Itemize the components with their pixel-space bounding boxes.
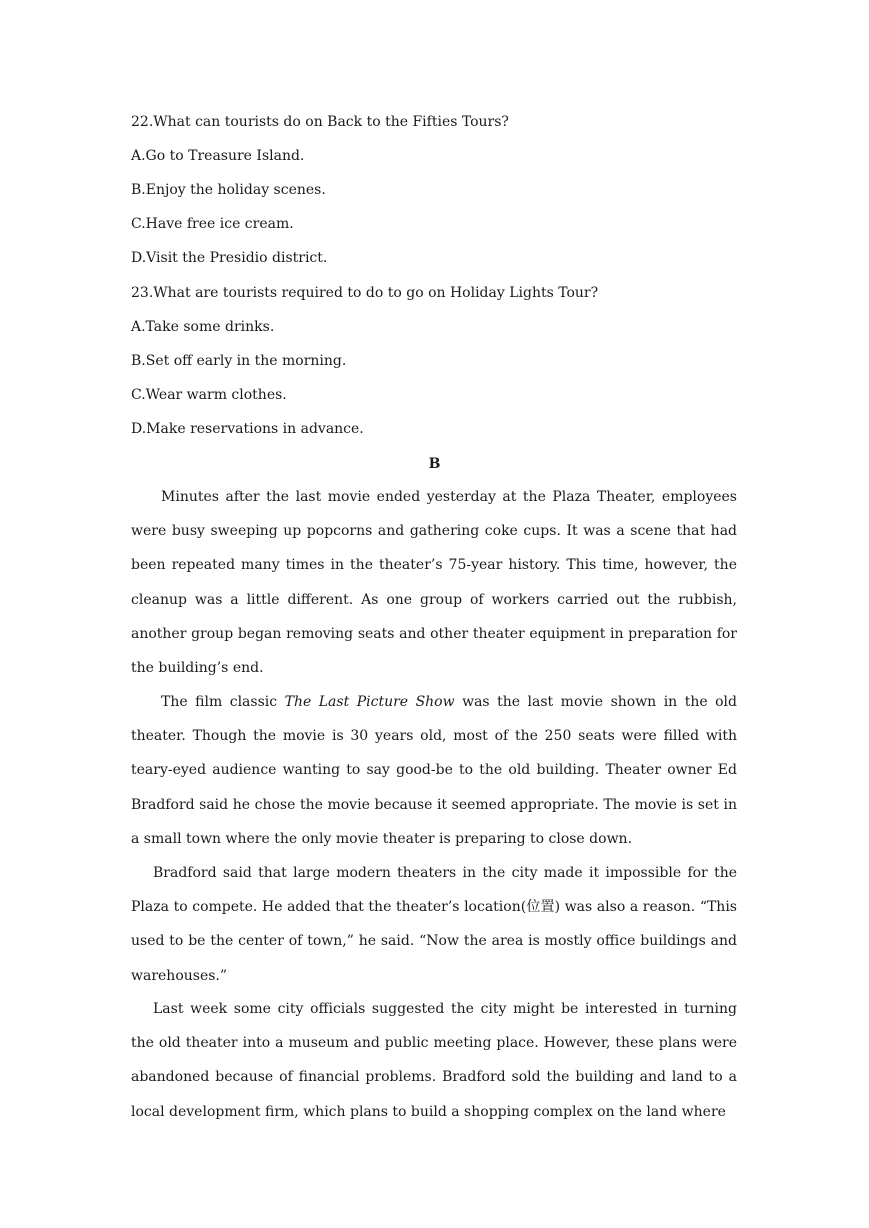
section-heading: B — [428, 456, 441, 472]
passage-paragraph-2 — [131, 685, 737, 856]
question-22-option-b: B.Enjoy the holiday scenes. — [131, 182, 326, 198]
paragraph-2-intro: The film classic — [161, 694, 285, 710]
passage-paragraph-3: Bradford said that large modern theaters in the city made it impossible for the Plaza to compete. He added that the theater’s location(位置) was also a reason. “This used to be the center of town,” he said. “Now the area is mostly office buildings and warehouses.” — [131, 865, 737, 984]
question-23-option-c: C.Wear warm clothes. — [131, 387, 287, 403]
paragraph-2-body: was the last movie shown in the old theater. Though the movie is 30 years old, most of the 250 seats were filled with teary-eyed audience wanting to say good-be to the old building. Theater owner Ed Bradford said he chose the movie because it seemed appropriate. The movie is set in a small town where the only movie theater is preparing to close down. — [131, 694, 737, 847]
passage-paragraph-4: Last week some city officials suggested the city might be interested in turning the old theater into a museum and public meeting place. However, these plans were abandoned because of financial problems. Bradford sold the building and land to a local development firm, which plans to build a shopping complex on the land where — [131, 1001, 737, 1120]
question-23-option-d: D.Make reservations in advance. — [131, 421, 364, 437]
film-title: The Last Picture Show — [284, 694, 455, 710]
question-22-option-c: C.Have free ice cream. — [131, 216, 294, 232]
question-22-stem: 22.What can tourists do on Back to the Fifties Tours? — [131, 114, 509, 130]
passage-paragraph-1: Minutes after the last movie ended yesterday at the Plaza Theater, employees were busy sweeping up popcorns and gathering coke cups. It was a scene that had been repeated many times in the theater’s 75-year history. This time, however, the cleanup was a little different. As one group of workers carried out the rubbish, another group began removing seats and other theater equipment in preparation for the building’s end. — [131, 489, 737, 677]
question-22-option-a: A.Go to Treasure Island. — [131, 148, 305, 164]
question-23-option-a: A.Take some drinks. — [131, 319, 275, 335]
question-23-option-b: B.Set off early in the morning. — [131, 353, 347, 369]
question-23-stem: 23.What are tourists required to do to go on Holiday Lights Tour? — [131, 285, 599, 301]
question-22-option-d: D.Visit the Presidio district. — [131, 250, 328, 266]
